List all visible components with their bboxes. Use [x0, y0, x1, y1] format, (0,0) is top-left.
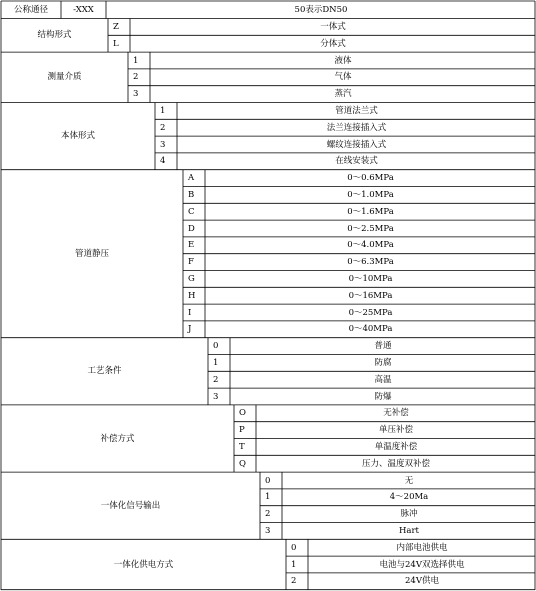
option-value: 分体式: [320, 38, 346, 49]
option-value: 防腐: [374, 357, 392, 368]
option-code: H: [188, 290, 196, 301]
option-code: 0: [265, 475, 271, 486]
option-code: F: [188, 256, 194, 267]
section-title: 工艺条件: [87, 366, 122, 377]
option-value: 0～1.6MPa: [347, 206, 394, 217]
option-code: Q: [239, 458, 246, 469]
option-value: 无补偿: [383, 408, 409, 419]
option-value: 单压补偿: [378, 424, 414, 435]
section-title: 补偿方式: [100, 433, 135, 444]
option-value: 0～2.5MPa: [347, 223, 394, 234]
header-code: -XXX: [73, 4, 94, 15]
option-value: 电池与24V双选择供电: [379, 559, 465, 570]
option-value: 0～4.0MPa: [347, 240, 394, 251]
option-value: 内部电池供电: [396, 542, 448, 553]
option-code: 1: [291, 559, 297, 570]
option-code: I: [188, 307, 192, 318]
option-value: 一体式: [320, 21, 346, 32]
option-code: O: [239, 408, 246, 419]
option-value: 0～25MPa: [348, 307, 393, 318]
option-code: T: [239, 441, 245, 452]
option-value: 液体: [334, 55, 352, 66]
option-code: 1: [213, 357, 219, 368]
option-value: 压力、温度双补偿: [361, 458, 431, 469]
option-code: 3: [133, 88, 139, 99]
option-code: 2: [213, 374, 219, 385]
option-value: 脉冲: [400, 508, 418, 519]
option-value: 管道法兰式: [335, 105, 378, 116]
option-code: E: [188, 240, 195, 251]
option-value: 气体: [334, 72, 352, 83]
option-code: A: [188, 172, 195, 183]
option-code: 2: [265, 508, 271, 519]
option-value: 无: [404, 475, 414, 486]
option-value: 在线安装式: [335, 156, 378, 167]
option-value: 0～10MPa: [348, 273, 393, 284]
section-title: 管道静压: [74, 248, 110, 259]
option-value: Hart: [399, 525, 419, 536]
section-title: 本体形式: [60, 130, 96, 141]
option-value: 蒸汽: [334, 88, 352, 99]
option-value: 0～6.3MPa: [347, 256, 394, 267]
option-value: 0～16MPa: [348, 290, 393, 301]
option-code: P: [239, 424, 245, 435]
option-code: G: [188, 273, 195, 284]
option-code: 0: [213, 340, 219, 351]
option-value: 4～20Ma: [389, 492, 429, 503]
option-value: 防爆: [374, 391, 392, 402]
option-value: 24V供电: [405, 576, 439, 587]
option-code: D: [188, 223, 195, 234]
section-title: 测量介质: [47, 72, 82, 83]
option-value: 0～1.0MPa: [347, 189, 394, 200]
option-value: 螺纹连接插入式: [326, 139, 387, 150]
option-code: 0: [291, 542, 297, 553]
option-code: 2: [133, 72, 139, 83]
option-value: 0～0.6MPa: [347, 172, 394, 183]
option-code: Z: [113, 21, 119, 32]
option-code: 1: [160, 105, 166, 116]
section-title: 一体化供电方式: [113, 559, 174, 570]
option-value: 法兰连接插入式: [326, 122, 387, 133]
option-code: L: [113, 38, 119, 49]
option-code: J: [188, 324, 192, 335]
option-code: 2: [291, 576, 297, 587]
option-code: 3: [160, 139, 166, 150]
option-code: 3: [213, 391, 219, 402]
option-value: 高温: [374, 374, 392, 385]
option-code: 1: [265, 492, 271, 503]
header-label: 公称通径: [13, 4, 49, 15]
option-code: 4: [160, 156, 166, 167]
option-code: 1: [133, 55, 139, 66]
option-value: 普通: [374, 340, 392, 351]
option-value: 0～40MPa: [348, 324, 393, 335]
option-value: 单温度补偿: [374, 441, 418, 452]
header-description: 50表示DN50: [294, 4, 348, 15]
option-code: 3: [265, 525, 271, 536]
option-code: C: [188, 206, 195, 217]
option-code: 2: [160, 122, 166, 133]
section-title: 一体化信号输出: [100, 500, 161, 511]
section-title: 结构形式: [37, 30, 72, 41]
option-code: B: [188, 189, 195, 200]
